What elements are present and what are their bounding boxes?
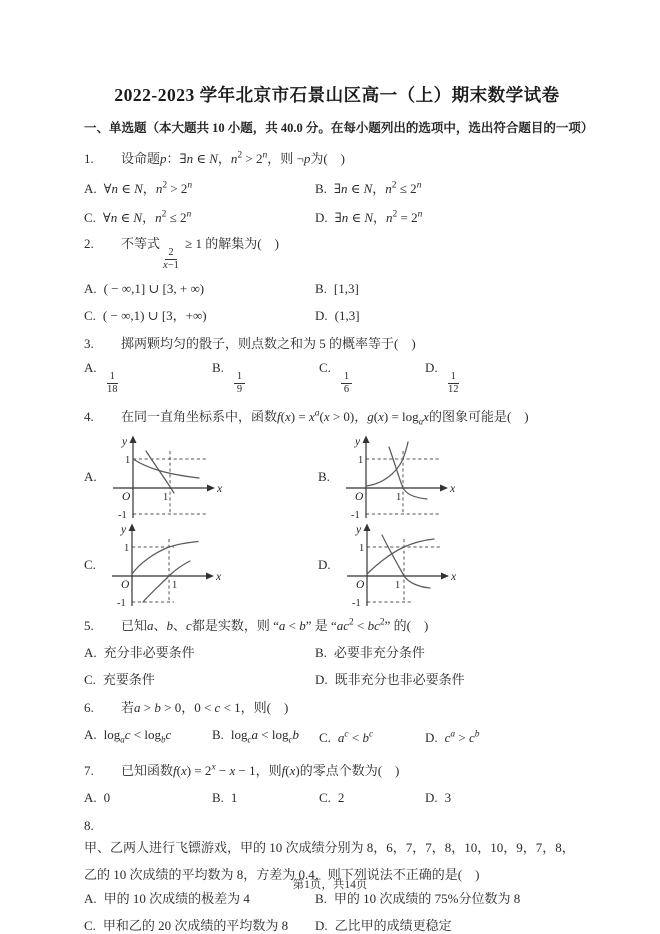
exam-title: 2022-2023 学年北京市石景山区高一（上）期末数学试卷 bbox=[114, 85, 560, 105]
graph-C-ytick-neg: -1 bbox=[116, 598, 126, 609]
question-3-stem: 掷两颗均匀的骰子，则点数之和为 5 的概率等于( ) bbox=[121, 336, 416, 352]
option-2D bbox=[315, 307, 360, 324]
graph-D-ytick-neg: -1 bbox=[351, 598, 361, 609]
graph-C-ytick: 1 bbox=[123, 543, 130, 555]
question-4-graphs-row-1 bbox=[84, 434, 590, 520]
option-2C bbox=[84, 307, 315, 324]
question-2-number: 2. bbox=[84, 235, 94, 251]
question-4-stem: 在同一直角坐标系中，函数$f(x) = x^a(x > 0)$，$g(x) = \log_ax$的图象可能是( ) bbox=[121, 408, 529, 427]
graph-D-ytick: 1 bbox=[358, 543, 364, 555]
option-6B-text: $\log_ca < \log_cb$ bbox=[230, 727, 299, 746]
question-6-stem: 若a > b > 0，0 < c < 1，则( ) bbox=[121, 700, 289, 716]
option-7A-text: 0 bbox=[103, 790, 111, 806]
question-6-number: 6. bbox=[84, 700, 94, 716]
option-1B bbox=[315, 177, 421, 196]
option-1A bbox=[84, 177, 315, 196]
option-3A-text: $\frac{1}{18}$ bbox=[107, 371, 118, 396]
question-1-stem: 设命题p：∃n ∈ N，$n^2 > 2^n$，则 ¬p为( ) bbox=[121, 151, 345, 167]
question-1 bbox=[84, 148, 590, 167]
question-5-number: 5. bbox=[84, 618, 94, 634]
graph-A-xtick: 1 bbox=[162, 492, 168, 504]
option-2C-text: ( − ∞,1) ∪ [3，+∞) bbox=[102, 308, 207, 324]
graph-D-xtick: 1 bbox=[394, 580, 400, 592]
option-5D-text: 既非充分也非必要条件 bbox=[334, 672, 465, 688]
question-3 bbox=[84, 335, 590, 352]
option-5A-label: A. bbox=[84, 645, 97, 661]
option-3D-text: $\frac{1}{12}$ bbox=[448, 371, 459, 396]
option-6D-label: D. bbox=[425, 729, 438, 745]
option-8B-label: B. bbox=[315, 891, 327, 907]
option-3C-label: C. bbox=[319, 360, 331, 376]
question-3-options-row bbox=[84, 359, 590, 396]
option-1B-text: ∃n ∈ N，$n^2 \le 2^n$ bbox=[333, 180, 422, 196]
graph-C-label: C. bbox=[84, 557, 96, 573]
option-2A bbox=[84, 280, 315, 297]
option-6A-text: $\log_ac < \log_bc$ bbox=[103, 727, 172, 746]
option-5B bbox=[315, 644, 425, 661]
option-6D-text: $c^a > c^b$ bbox=[444, 729, 480, 745]
option-3A-label: A. bbox=[84, 360, 97, 376]
option-5A bbox=[84, 644, 315, 661]
graph-D bbox=[337, 522, 459, 608]
option-1B-label: B. bbox=[315, 180, 327, 196]
graph-C bbox=[102, 522, 224, 608]
question-7-options-row bbox=[84, 789, 590, 806]
option-2C-label: C. bbox=[84, 308, 96, 324]
graph-option-B bbox=[318, 434, 458, 520]
question-4-graphs-row-2 bbox=[84, 522, 590, 608]
question-2 bbox=[84, 235, 590, 272]
option-8C bbox=[84, 917, 315, 934]
question-7-number: 7. bbox=[84, 763, 94, 779]
question-8-options-row-2 bbox=[84, 917, 590, 934]
option-5C bbox=[84, 671, 315, 688]
graph-B-xtick: 1 bbox=[395, 492, 402, 504]
option-7C-text: 2 bbox=[337, 790, 345, 806]
option-7D-text: 3 bbox=[444, 790, 452, 806]
option-7A-label: A. bbox=[84, 790, 97, 806]
graph-D-ylabel: y bbox=[355, 524, 361, 537]
question-1-number: 1. bbox=[84, 151, 94, 167]
question-4-number: 4. bbox=[84, 408, 94, 424]
option-7B bbox=[212, 789, 319, 806]
graph-option-D bbox=[318, 522, 459, 608]
option-8A bbox=[84, 890, 315, 907]
question-5-options-row-2 bbox=[84, 671, 590, 688]
option-1C-label: C. bbox=[84, 209, 96, 225]
option-6D bbox=[425, 726, 480, 749]
question-8-number: 8. bbox=[84, 818, 94, 834]
graph-C-ylabel: y bbox=[120, 524, 127, 537]
question-4 bbox=[84, 405, 590, 430]
option-2A-text: ( − ∞,1] ∪ [3, + ∞) bbox=[103, 281, 205, 297]
graph-B bbox=[336, 434, 458, 520]
option-6C bbox=[319, 726, 425, 749]
option-3C-text: $\frac{1}{6}$ bbox=[338, 360, 355, 375]
question-1-options-row-2 bbox=[84, 207, 590, 226]
page-indicator: 第1页，共14页 bbox=[292, 879, 368, 891]
option-7D bbox=[425, 789, 451, 806]
option-7B-text: 1 bbox=[230, 790, 238, 806]
graph-A-ytick: 1 bbox=[124, 455, 130, 467]
exam-content bbox=[84, 0, 594, 934]
option-8B-text: 甲的 10 次成绩的 75%分位数为 8 bbox=[333, 891, 521, 907]
question-2-options-row-2 bbox=[84, 307, 590, 324]
graph-D-label: D. bbox=[318, 557, 331, 573]
graph-B-ytick: 1 bbox=[357, 455, 364, 467]
option-7A bbox=[84, 789, 212, 806]
graph-C-origin: O bbox=[120, 579, 130, 592]
option-2A-label: A. bbox=[84, 281, 97, 297]
question-5 bbox=[84, 615, 590, 634]
option-8A-label: A. bbox=[84, 891, 97, 907]
option-3B-text: $\frac{1}{9}$ bbox=[231, 360, 248, 375]
graph-A-ytick-neg: -1 bbox=[117, 510, 127, 521]
graph-B-label: B. bbox=[318, 469, 330, 485]
question-6 bbox=[84, 699, 590, 716]
question-8-options-row-1 bbox=[84, 890, 590, 907]
option-7C bbox=[319, 789, 425, 806]
graph-C-xtick: 1 bbox=[171, 580, 178, 592]
question-5-stem: 已知a、b、c都是实数，则 “a < b” 是 “$ac^2 < bc^2$” 的( ) bbox=[121, 618, 429, 634]
option-6B bbox=[212, 726, 319, 749]
graph-A-xlabel: x bbox=[216, 483, 222, 496]
option-5D bbox=[315, 671, 465, 688]
option-1C bbox=[84, 207, 315, 226]
option-5A-text: 充分非必要条件 bbox=[103, 645, 195, 661]
graph-D-origin: O bbox=[355, 579, 364, 592]
question-1-options-row-1 bbox=[84, 177, 590, 196]
section-heading: 一、单选题（本大题共 10 小题，共 40.0 分。在每小题列出的选项中，选出符合题目的一项） bbox=[84, 121, 594, 135]
graph-B-ytick-neg: -1 bbox=[350, 510, 360, 521]
option-3B bbox=[212, 359, 319, 396]
option-1A-text: ∀n ∈ N，$n^2 > 2^n$ bbox=[103, 180, 193, 196]
option-6A-label: A. bbox=[84, 727, 97, 743]
graph-B-origin: O bbox=[354, 491, 364, 504]
question-5-options-row-1 bbox=[84, 644, 590, 661]
question-2-options-row-1 bbox=[84, 280, 590, 297]
option-1D-text: ∃n ∈ N，$n^2 = 2^n$ bbox=[334, 209, 423, 225]
graph-B-ylabel: y bbox=[354, 436, 361, 449]
option-8D-label: D. bbox=[315, 918, 328, 934]
option-7B-label: B. bbox=[212, 790, 224, 806]
option-6C-text: $a^c < b^c$ bbox=[337, 729, 374, 745]
graph-C-xlabel: x bbox=[215, 571, 222, 584]
option-7D-label: D. bbox=[425, 790, 438, 806]
question-8-stem: 甲、乙两人进行飞镖游戏，甲的 10 次成绩分别为 8，6，7，7，8，10，10，9，7，8， 乙的 10 次成绩的平均数为 8，方差为 0.4，则下列说法不正确的是( ) bbox=[84, 840, 575, 883]
graph-option-C bbox=[84, 522, 318, 608]
option-3B-label: B. bbox=[212, 360, 224, 376]
option-3A bbox=[84, 359, 212, 396]
graph-A-origin: O bbox=[121, 491, 130, 504]
option-5B-label: B. bbox=[315, 645, 327, 661]
option-8C-text: 甲和乙的 20 次成绩的平均数为 8 bbox=[102, 918, 289, 934]
option-8A-text: 甲的 10 次成绩的极差为 4 bbox=[103, 891, 250, 907]
option-2D-text: (1,3] bbox=[334, 308, 360, 324]
option-5B-text: 必要非充分条件 bbox=[333, 645, 425, 661]
graph-A-ylabel: y bbox=[121, 436, 127, 449]
option-1C-text: ∀n ∈ N，$n^2 \le 2^n$ bbox=[102, 209, 192, 225]
option-6B-label: B. bbox=[212, 727, 224, 743]
option-2B bbox=[315, 280, 359, 297]
option-1A-label: A. bbox=[84, 180, 97, 196]
option-6C-label: C. bbox=[319, 729, 331, 745]
option-8C-label: C. bbox=[84, 918, 96, 934]
question-7-stem: 已知函数$f(x) = 2^x - x - 1$，则f(x)的零点个数为( ) bbox=[121, 763, 400, 779]
question-6-options-row bbox=[84, 726, 590, 749]
option-7C-label: C. bbox=[319, 790, 331, 806]
option-5C-text: 充要条件 bbox=[102, 672, 155, 688]
option-3C bbox=[319, 359, 425, 396]
option-6A bbox=[84, 726, 212, 749]
option-1D bbox=[315, 207, 422, 226]
graph-B-xlabel: x bbox=[449, 483, 456, 496]
question-7 bbox=[84, 760, 590, 779]
option-8B bbox=[315, 890, 520, 907]
option-2D-label: D. bbox=[315, 308, 328, 324]
option-1D-label: D. bbox=[315, 209, 328, 225]
graph-option-A bbox=[84, 434, 318, 520]
option-3D-label: D. bbox=[425, 360, 438, 376]
graph-A-label: A. bbox=[84, 469, 97, 485]
option-3D bbox=[425, 359, 462, 396]
question-3-number: 3. bbox=[84, 336, 94, 352]
graph-A bbox=[103, 434, 225, 520]
option-5C-label: C. bbox=[84, 672, 96, 688]
question-2-stem: 不等式 $\frac{2}{x-1}$ ≥ 1 的解集为( ) bbox=[121, 235, 279, 272]
option-8D-text: 乙比甲的成绩更稳定 bbox=[334, 918, 452, 934]
graph-D-xlabel: x bbox=[450, 571, 456, 584]
option-8D bbox=[315, 917, 452, 934]
option-5D-label: D. bbox=[315, 672, 328, 688]
option-2B-text: [1,3] bbox=[333, 281, 359, 297]
option-2B-label: B. bbox=[315, 281, 327, 297]
